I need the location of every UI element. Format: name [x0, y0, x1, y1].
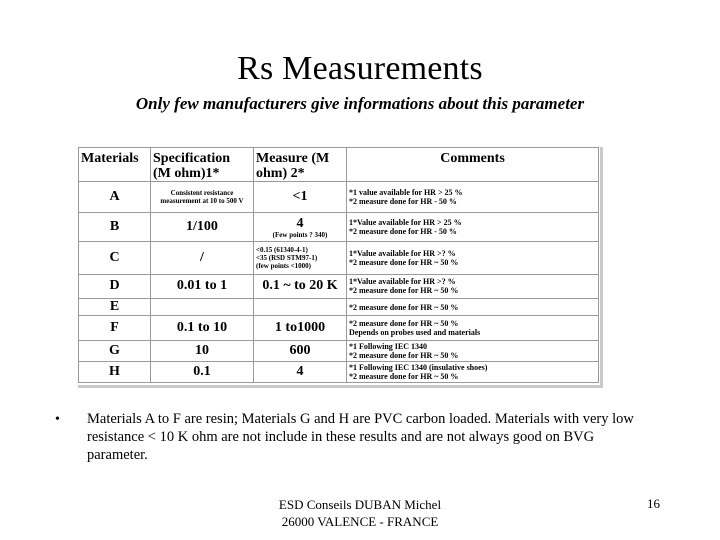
- measure-cell: 1 to1000: [254, 316, 347, 341]
- material-cell: F: [79, 316, 151, 341]
- header-comments: Comments: [347, 148, 599, 182]
- table-row: [79, 316, 599, 341]
- material-cell: D: [79, 274, 151, 298]
- comment-line: *1 Following IEC 1340 (insulative shoes): [349, 362, 488, 372]
- measure-line: (few points <1000): [256, 261, 311, 270]
- comment-cell: [347, 274, 599, 298]
- spec-cell: /: [151, 242, 254, 274]
- measurements-table: [78, 147, 599, 383]
- note-text: Materials A to F are resin; Materials G and H are PVC carbon loaded. Materials with very low resistance < 10 K ohm are not include in these results and are not always good on BVG parameter.: [87, 411, 634, 463]
- comment-line: *2 measure done for HR ~ 50 %: [349, 257, 459, 267]
- measure-cell: [254, 242, 347, 274]
- comment-line: *1 value available for HR > 25 %: [349, 188, 463, 198]
- comment-line: *2 measure done for HR ~ 50 %: [349, 371, 459, 381]
- measure-line: <35 (RSD STM97-1): [256, 253, 318, 262]
- comment-cell: [347, 182, 599, 212]
- spec-cell: 0.1 to 10: [151, 316, 254, 341]
- spec-cell: [151, 182, 254, 212]
- comment-cell: [347, 361, 599, 382]
- comment-cell: [347, 316, 599, 341]
- spec-cell: 10: [151, 341, 254, 361]
- measure-cell: 600: [254, 341, 347, 361]
- table-row: [79, 361, 599, 382]
- table-row: [79, 274, 599, 298]
- spec-note: Consistent resistance measurement at 10 to 500 V: [160, 189, 244, 206]
- header-specification: Specification (M ohm)1*: [151, 148, 254, 182]
- comment-cell: [347, 298, 599, 315]
- measurements-table-container: [78, 147, 603, 388]
- table-header-row: [79, 148, 599, 182]
- comment-line: *2 measure done for HR - 50 %: [349, 227, 457, 236]
- comment-line: *2 measure done for HR ~ 50 %: [349, 351, 459, 361]
- comment-cell: [347, 341, 599, 361]
- comment-line: *2 measure done for HR - 50 %: [349, 197, 457, 207]
- bullet-icon: •: [55, 412, 60, 427]
- header-measure: Measure (M ohm) 2*: [254, 148, 347, 182]
- comment-line: *2 measure done for HR ~ 50 %: [349, 302, 459, 312]
- measure-cell: 4: [254, 361, 347, 382]
- footer-location: 26000 VALENCE - FRANCE: [281, 514, 439, 529]
- comment-line: *2 measure done for HR ~ 50 %: [349, 319, 459, 329]
- material-cell: H: [79, 361, 151, 382]
- comment-cell: [347, 212, 599, 241]
- table-row: [79, 242, 599, 274]
- footer: [200, 496, 520, 530]
- table-row: [79, 341, 599, 361]
- comment-line: 1*Value available for HR >? %: [349, 277, 456, 287]
- spec-cell: 0.01 to 1: [151, 274, 254, 298]
- material-cell: E: [79, 298, 151, 315]
- measure-cell: <1: [254, 182, 347, 212]
- page-number: 16: [647, 496, 660, 511]
- measure-cell: 0.1 ~ to 20 K: [254, 274, 347, 298]
- material-cell: G: [79, 341, 151, 361]
- comment-line: Depends on probes used and materials: [349, 328, 481, 338]
- comment-line: 1*Value available for HR >? %: [349, 248, 456, 258]
- comment-cell: [347, 242, 599, 274]
- spec-cell: [151, 298, 254, 315]
- measure-cell: [254, 212, 347, 241]
- material-cell: C: [79, 242, 151, 274]
- measure-line: <0.15 (61340-4-1): [256, 245, 308, 254]
- measure-value: 4: [296, 215, 304, 231]
- comment-line: *1 Following IEC 1340: [349, 342, 428, 352]
- spec-cell: 1/100: [151, 212, 254, 241]
- measure-cell: [254, 298, 347, 315]
- table-row: [79, 182, 599, 212]
- table-row: [79, 212, 599, 241]
- slide-subtitle: Only few manufacturers give informations about this parameter: [135, 94, 585, 113]
- spec-cell: 0.1: [151, 361, 254, 382]
- material-cell: B: [79, 212, 151, 241]
- comment-line: 1*Value available for HR > 25 %: [349, 218, 462, 227]
- measure-note: (Few points ? 340): [272, 230, 328, 239]
- comment-line: *2 measure done for HR ~ 50 %: [349, 286, 459, 296]
- material-cell: A: [79, 182, 151, 212]
- footer-author: ESD Conseils DUBAN Michel: [278, 497, 442, 512]
- table-row: [79, 298, 599, 315]
- slide-title: Rs Measurements: [237, 50, 483, 87]
- header-materials: Materials: [79, 148, 151, 182]
